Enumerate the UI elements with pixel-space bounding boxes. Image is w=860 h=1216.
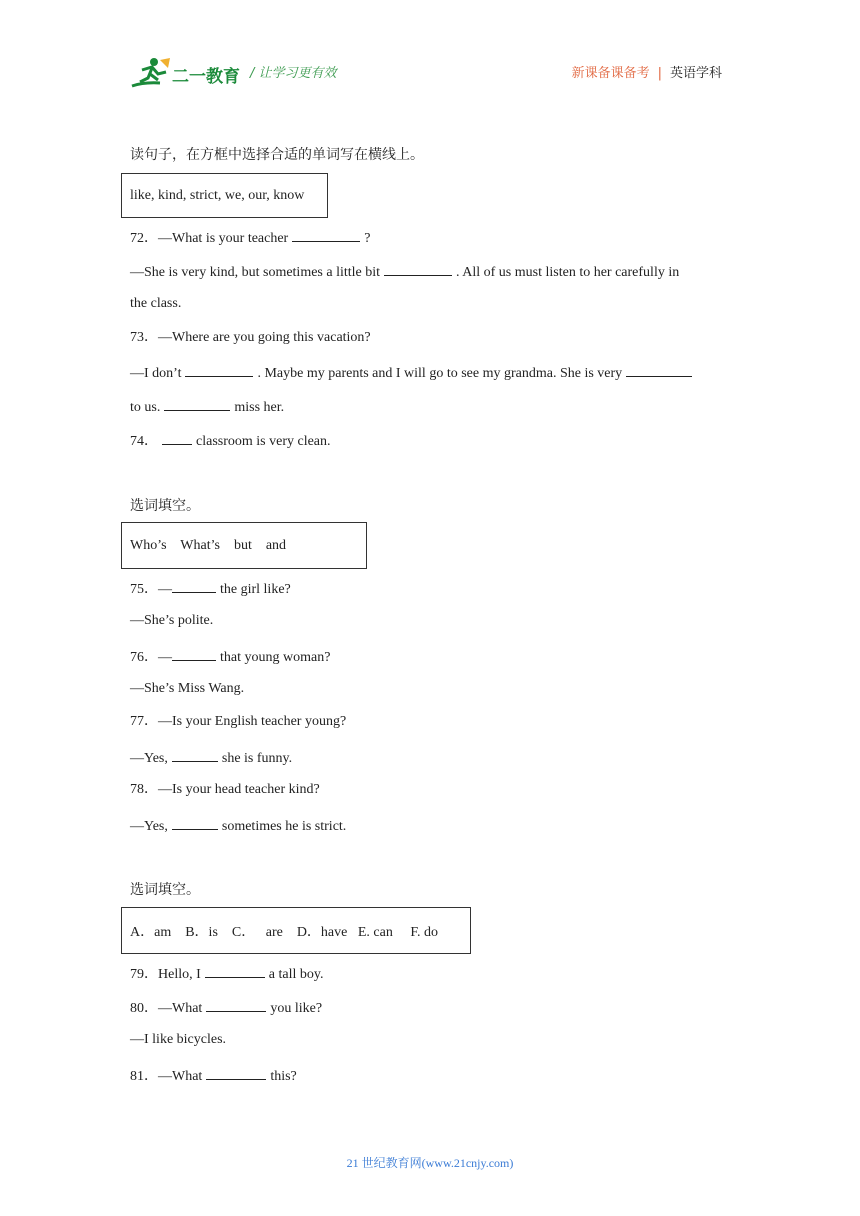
question-74 — [130, 430, 331, 451]
question-text: that young woman? — [220, 650, 331, 665]
question-text: . All of us must listen to her carefully in — [456, 265, 680, 280]
question-text: —I don’t — [130, 366, 182, 381]
question-text: 80．—What — [130, 1001, 203, 1016]
header-right — [572, 62, 722, 81]
question-73-line3 — [130, 396, 284, 417]
question-text: sometimes he is strict. — [221, 819, 347, 834]
answer-blank[interactable] — [205, 963, 265, 978]
section2-instruction: 选词填空。 — [130, 498, 200, 514]
question-72-line3: the class. — [130, 296, 182, 311]
question-75-line2: —She’s polite. — [130, 613, 214, 628]
page-footer[interactable]: 21 世纪教育网(www.21cnjy.com) — [346, 1156, 514, 1170]
question-text: 79．Hello, I — [130, 967, 201, 982]
section3-option-box: A．am B．is C． are D．have E. can F. do — [121, 907, 471, 954]
question-text: 75．— — [130, 582, 172, 597]
question-76-line1 — [130, 646, 330, 667]
question-text: miss her. — [234, 400, 285, 415]
question-80-line2: —I like bicycles. — [130, 1032, 227, 1047]
question-text: 74． — [130, 434, 158, 449]
runner-logo-icon — [130, 56, 174, 90]
question-text: she is funny. — [221, 751, 293, 766]
answer-blank[interactable] — [206, 997, 266, 1012]
question-text: —Yes, — [130, 819, 168, 834]
question-text: the girl like? — [220, 582, 291, 597]
question-73-line2 — [130, 362, 696, 383]
logo — [130, 56, 240, 90]
question-76-line2: —She’s Miss Wang. — [130, 681, 245, 696]
question-text: . Maybe my parents and I will go to see my grandma. She is very — [257, 366, 623, 381]
answer-blank[interactable] — [172, 646, 216, 661]
question-text: classroom is very clean. — [196, 434, 331, 449]
header-separator: | — [657, 66, 662, 81]
slogan: / 让学习更有效 — [250, 66, 337, 81]
section2-word-box: Who’s What’s but and — [121, 522, 367, 569]
page-header — [0, 0, 860, 100]
question-72-line1 — [130, 227, 370, 248]
answer-blank[interactable] — [292, 227, 360, 242]
section1-word-box: like, kind, strict, we, our, know — [121, 173, 328, 218]
question-text: 81．—What — [130, 1069, 203, 1084]
answer-blank[interactable] — [626, 362, 692, 377]
header-subject-label: 英语学科 — [669, 66, 722, 81]
question-text: this? — [270, 1069, 297, 1084]
question-78-line1: 78．—Is your head teacher kind? — [130, 782, 320, 797]
question-text: a tall boy. — [268, 967, 324, 982]
question-77-line1: 77．—Is your English teacher young? — [130, 714, 347, 729]
question-text: 76．— — [130, 650, 172, 665]
section1-instruction: 读句子，在方框中选择合适的单词写在横线上。 — [130, 147, 424, 163]
question-73-line1: 73．—Where are you going this vacation? — [130, 330, 371, 345]
question-77-line2 — [130, 747, 292, 768]
question-text: to us. — [130, 400, 161, 415]
answer-blank[interactable] — [164, 396, 230, 411]
answer-blank[interactable] — [172, 578, 216, 593]
question-72-line2 — [130, 261, 679, 282]
answer-blank[interactable] — [206, 1065, 266, 1080]
question-text: 72．—What is your teacher — [130, 231, 289, 246]
answer-blank[interactable] — [162, 430, 192, 445]
header-course-label: 新课备课备考 — [571, 66, 650, 81]
answer-blank[interactable] — [172, 747, 218, 762]
question-80-line1 — [130, 997, 322, 1018]
answer-blank[interactable] — [185, 362, 253, 377]
logo-text: 二一教育 — [172, 67, 240, 87]
section3-instruction: 选词填空。 — [130, 882, 200, 898]
question-78-line2 — [130, 815, 346, 836]
question-text: ? — [364, 231, 371, 246]
answer-blank[interactable] — [384, 261, 452, 276]
question-81 — [130, 1065, 297, 1086]
question-79 — [130, 963, 323, 984]
question-text: you like? — [270, 1001, 323, 1016]
question-text: —She is very kind, but sometimes a little bit — [130, 265, 381, 280]
question-75-line1 — [130, 578, 291, 599]
question-text: —Yes, — [130, 751, 168, 766]
answer-blank[interactable] — [172, 815, 218, 830]
